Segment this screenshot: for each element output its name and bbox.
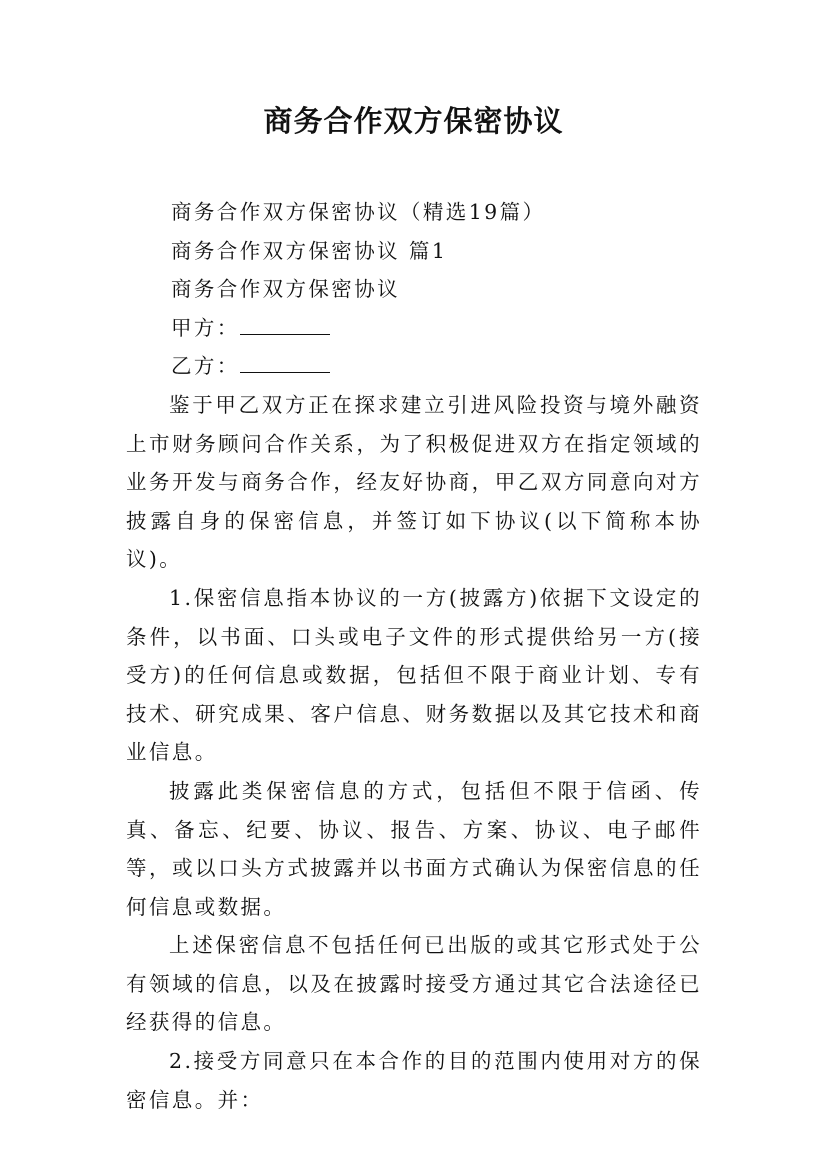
paragraph-clause-1: 1.保密信息指本协议的一方(披露方)依据下文设定的条件，以书面、口头或电子文件的形式提供给另一方(接受方)的任何信息或数据，包括但不限于商业计划、专有技术、研究成果、客户信息、财务数据以及其它技术和商业信息。 bbox=[126, 585, 702, 765]
party-a-blank bbox=[240, 316, 330, 335]
paragraph-clause-2: 2.接受方同意只在本合作的目的范围内使用对方的保密信息。并： bbox=[126, 1049, 702, 1112]
paragraph-exclusions: 上述保密信息不包括任何已出版的或其它形式处于公有领域的信息，以及在披露时接受方通过其它合法途径已经获得的信息。 bbox=[126, 933, 702, 1035]
document-title: 商务合作双方保密协议 bbox=[263, 104, 564, 138]
paragraph-disclosure-methods: 披露此类保密信息的方式，包括但不限于信函、传真、备忘、纪要、协议、报告、方案、协议、电子邮件等，或以口头方式披露并以书面方式确认为保密信息的任何信息或数据。 bbox=[126, 778, 702, 919]
party-a-label: 甲方： bbox=[171, 315, 240, 340]
document-body bbox=[126, 193, 702, 1119]
intro-line-heading: 商务合作双方保密协议 bbox=[171, 277, 400, 302]
party-b-label: 乙方： bbox=[171, 354, 240, 379]
party-b-blank bbox=[240, 354, 330, 373]
intro-line-section: 商务合作双方保密协议 篇1 bbox=[171, 238, 448, 263]
intro-line-collection: 商务合作双方保密协议（精选19篇） bbox=[171, 200, 546, 224]
party-b-line bbox=[126, 347, 702, 386]
paragraph-preamble: 鉴于甲乙双方正在探求建立引进风险投资与境外融资上市财务顾问合作关系，为了积极促进双方在指定领域的业务开发与商务合作，经友好协商，甲乙双方同意向对方披露自身的保密信息，并签订如下协议(以下简称本协议)。 bbox=[126, 392, 702, 572]
party-a-line bbox=[126, 309, 702, 348]
